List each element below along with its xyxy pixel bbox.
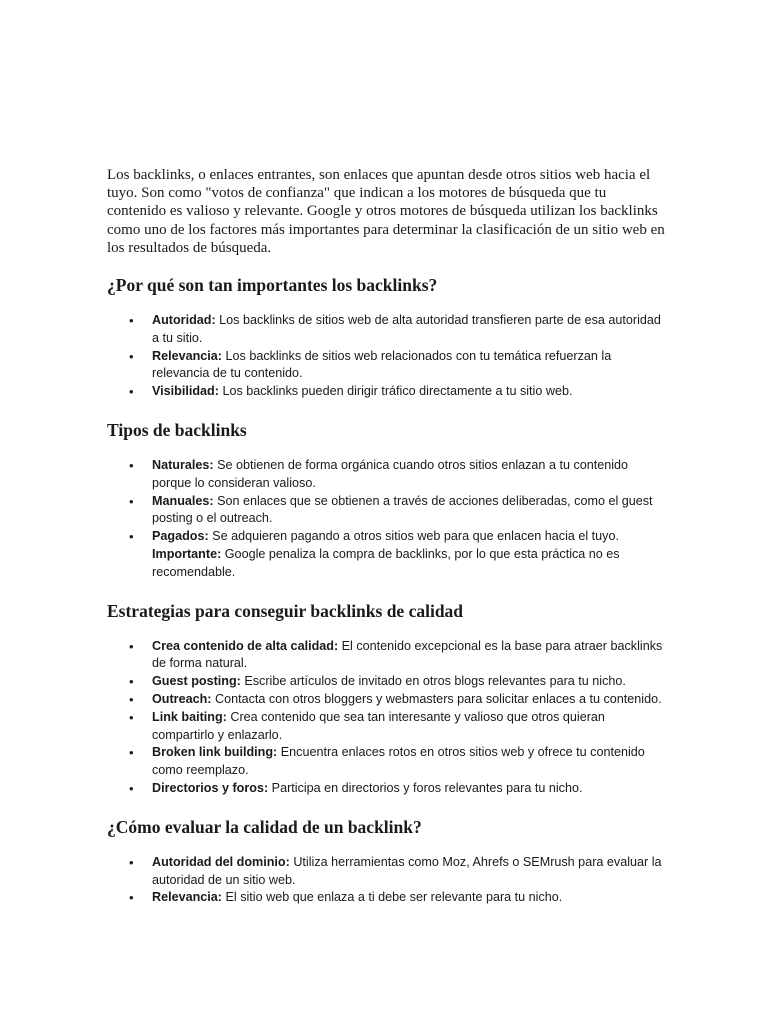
item-text: Los backlinks pueden dirigir tráfico directamente a tu sitio web. — [218, 384, 573, 399]
list-item — [107, 383, 667, 401]
item-term: Outreach: — [152, 691, 212, 706]
section-heading-types: Tipos de backlinks — [107, 420, 247, 440]
document-page — [107, 166, 667, 925]
list-item — [107, 528, 667, 581]
list-item — [107, 312, 667, 348]
item-text: Se adquieren pagando a otros sitios web para que enlacen hacia el tuyo. — [208, 529, 619, 544]
list-item — [107, 780, 667, 798]
list-item — [107, 457, 667, 493]
item-text: Los backlinks de sitios web de alta autoridad transfieren parte de esa autoridad a tu sitio. — [152, 313, 661, 345]
item-term: Naturales: — [152, 458, 214, 472]
intro-paragraph: Los backlinks, o enlaces entrantes, son enlaces que apuntan desde otros sitios web hacia el tuyo. Son como "votos de confianza" que indican a los motores de búsqueda que tu contenido es valioso y relevante. Google y otros motores de búsqueda utilizan los backlinks como uno de los factores más importantes para determinar la clasificación de un sitio web en los resultados de búsqueda. — [107, 167, 665, 256]
item-term: Autoridad del dominio: — [152, 854, 290, 869]
list-item — [107, 638, 667, 674]
item-term: Manuales: — [152, 493, 214, 508]
list-item — [107, 709, 667, 745]
types-list — [107, 457, 667, 582]
item-text: Se obtienen de forma orgánica cuando otros sitios enlazan a tu contenido porque lo consideran valioso. — [152, 458, 629, 490]
item-term: Crea contenido de alta calidad: — [152, 638, 339, 653]
item-text: Los backlinks de sitios web relacionados con tu temática refuerzan la relevancia de tu contenido. — [152, 348, 612, 381]
importance-list — [107, 312, 667, 401]
item-text: Encuentra enlaces rotos en otros sitios web y ofrece tu contenido como reemplazo. — [152, 745, 645, 778]
item-term: Broken link building: — [152, 745, 278, 760]
item-term-note: Importante: — [152, 546, 222, 561]
list-item — [107, 744, 667, 780]
item-text: Escribe artículos de invitado en otros blogs relevantes para tu nicho. — [240, 674, 626, 689]
section-heading-importance: ¿Por qué son tan importantes los backlinks? — [107, 275, 438, 296]
item-text: Utiliza herramientas como Moz, Ahrefs o SEMrush para evaluar la autoridad de un sitio web. — [152, 854, 662, 887]
item-text: Contacta con otros bloggers y webmasters para solicitar enlaces a tu contenido. — [211, 691, 662, 706]
list-item — [107, 691, 667, 709]
item-term: Link baiting: — [152, 709, 227, 724]
strategies-list — [107, 638, 667, 798]
evaluation-list — [107, 854, 667, 907]
list-item — [107, 348, 667, 384]
item-term: Pagados: — [152, 529, 209, 544]
list-item — [107, 673, 667, 691]
item-text: Son enlaces que se obtienen a través de acciones deliberadas, como el guest posting o el outreach. — [152, 493, 653, 526]
list-item — [107, 493, 667, 529]
item-term: Visibilidad: — [152, 384, 219, 399]
item-term: Autoridad: — [152, 313, 216, 328]
item-term: Guest posting: — [152, 674, 241, 689]
item-text: El sitio web que enlaza a ti debe ser relevante para tu nicho. — [222, 890, 563, 905]
section-heading-evaluation: ¿Cómo evaluar la calidad de un backlink? — [107, 816, 422, 837]
item-text-note: Google penaliza la compra de backlinks, por lo que esta práctica no es recomendable. — [152, 546, 620, 579]
list-item — [107, 854, 667, 890]
item-term: Relevancia: — [152, 348, 223, 363]
item-text: Crea contenido que sea tan interesante y valioso que otros quieran compartirlo y enlazarlo. — [152, 709, 605, 742]
item-term: Directorios y foros: — [152, 780, 269, 795]
item-term: Relevancia: — [152, 890, 223, 905]
item-text: El contenido excepcional es la base para atraer backlinks de forma natural. — [152, 638, 663, 671]
item-text: Participa en directorios y foros relevantes para tu nicho. — [268, 780, 583, 795]
list-item — [107, 889, 667, 907]
section-heading-strategies: Estrategias para conseguir backlinks de calidad — [107, 600, 464, 621]
